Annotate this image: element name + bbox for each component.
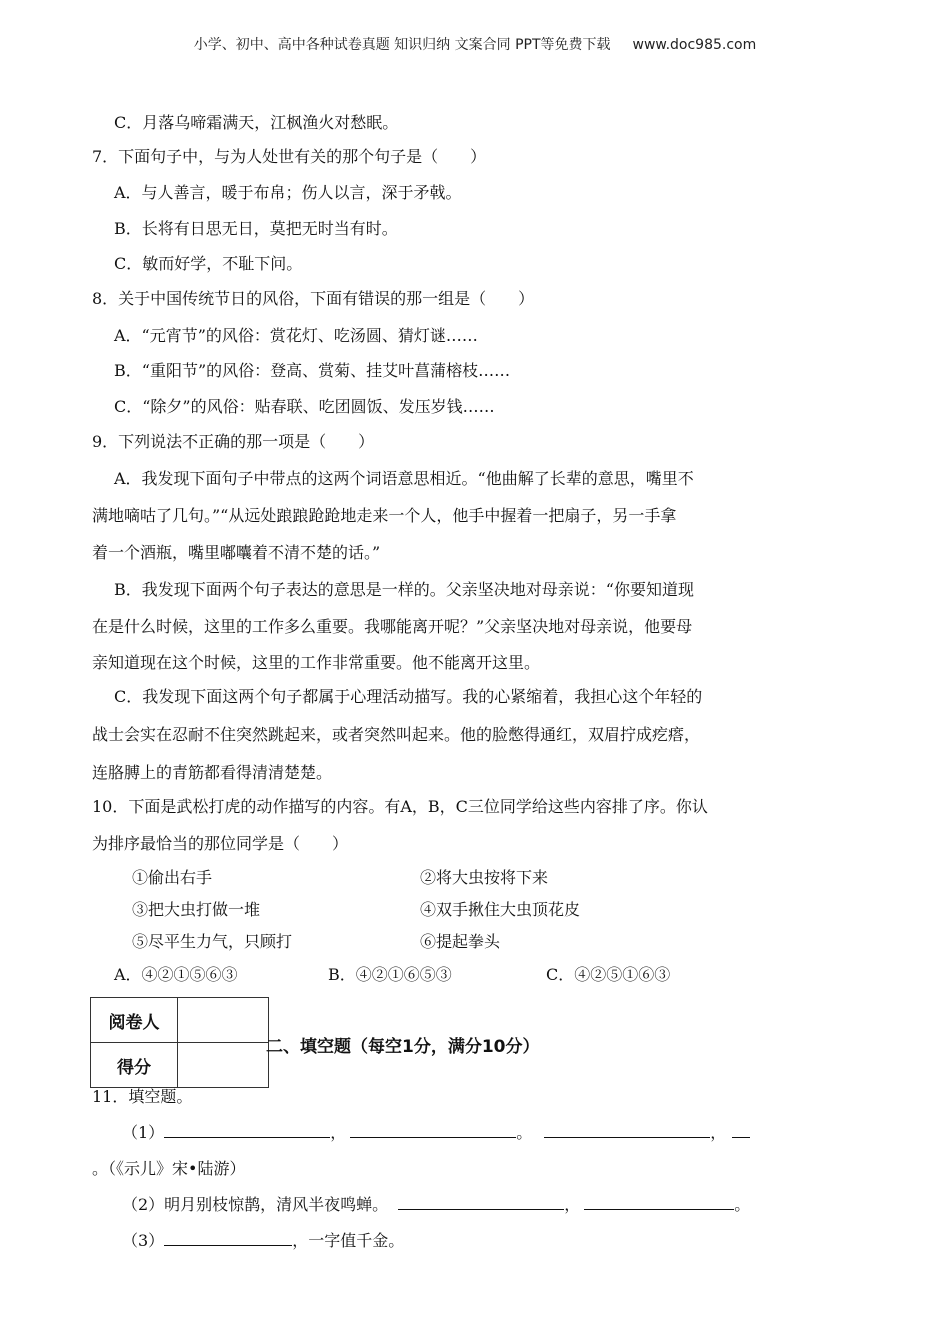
q10-stem-line2: 为排序最恰当的那位同学是（ ） [92,834,349,853]
q11-part1-num: （1） [122,1123,165,1142]
q11-part3-num: （3） [122,1231,165,1250]
section-2-title: 二、填空题（每空1分，满分10分） [266,1037,540,1057]
q9-option-b-line3: 亲知道现在这个时候，这里的工作非常重要。他不能离开这里。 [92,653,541,672]
q10-item-3: ③把大虫打做一堆 [132,900,261,919]
q7-stem: 7．下面句子中，与为人处世有关的那个句子是（ ） [92,147,487,166]
q11-part2 [122,1194,750,1216]
q11-sep: ， [564,1195,581,1214]
score-label: 得分 [91,1043,178,1088]
q10-item-1: ①偷出右手 [132,868,213,887]
q9-option-b-line2: 在是什么时候，这里的工作多么重要。我哪能离开呢？”父亲坚决地对母亲说，他要母 [92,617,693,636]
header-text: 小学、初中、高中各种试卷真题 知识归纳 文案合同 PPT等免费下载 [193,37,611,53]
q11-blank-4[interactable] [732,1123,750,1138]
q11-sep: ， [710,1123,727,1142]
q11-sep: 。 [734,1195,751,1214]
q11-blank-5[interactable] [398,1195,564,1210]
q11-part2-text: （2）明月别枝惊鹊，清风半夜鸣蝉。 [122,1195,389,1214]
score-table [90,997,269,1088]
q11-part1-source: 。（《示儿》宋•陆游） [92,1159,246,1178]
q10-item-4: ④双手揪住大虫顶花皮 [420,900,581,919]
reviewer-label: 阅卷人 [91,998,178,1043]
score-cell [178,1043,269,1088]
q10-item-6: ⑥提起拳头 [420,932,501,951]
q11-part3-tail: ，一字值千金。 [292,1231,405,1250]
q9-option-c-line3: 连胳膊上的青筋都看得清清楚楚。 [92,763,333,782]
q10-item-2: ②将大虫按将下来 [420,868,549,887]
q11-blank-3[interactable] [544,1123,710,1138]
q9-option-c-line1: C．我发现下面这两个句子都属于心理活动描写。我的心紧缩着，我担心这个年轻的 [114,687,703,706]
q11-blank-6[interactable] [584,1195,734,1210]
q10-option-c: C．④②⑤①⑥③ [546,965,671,984]
q7-option-a: A．与人善言，暖于布帛；伤人以言，深于矛戟。 [114,183,462,202]
q11-sep: 。 [516,1123,533,1142]
q11-blank-1[interactable] [164,1123,330,1138]
q9-option-c-line2: 战士会实在忍耐不住突然跳起来，或者突然叫起来。他的脸憋得通红，双眉拧成疙瘩， [92,725,701,744]
q9-option-a-line2: 满地嘀咕了几句。”“从远处踉踉跄跄地走来一个人，他手中握着一把扇子，另一手拿 [92,506,677,525]
q9-stem: 9．下列说法不正确的那一项是（ ） [92,432,375,451]
q9-option-b-line1: B．我发现下面两个句子表达的意思是一样的。父亲坚决地对母亲说：“你要知道现 [114,580,694,599]
reviewer-cell [178,998,269,1043]
q11-part1 [122,1122,750,1144]
q8-stem: 8．关于中国传统节日的风俗，下面有错误的那一组是（ ） [92,289,535,308]
q8-option-c: C．“除夕”的风俗：贴春联、吃团圆饭、发压岁钱…… [114,397,495,416]
q8-option-b: B．“重阳节”的风俗：登高、赏菊、挂艾叶菖蒲榕枝…… [114,361,511,380]
q11-blank-2[interactable] [350,1123,516,1138]
q7-option-c: C．敏而好学，不耻下问。 [114,254,303,273]
q9-option-a-line3: 着一个酒瓶，嘴里嘟囔着不清不楚的话。” [92,543,381,562]
q11-part3 [122,1230,404,1252]
q10-option-a: A．④②①⑤⑥③ [114,965,238,984]
page-header [0,34,950,54]
q10-item-5: ⑤尽平生力气，只顾打 [132,932,293,951]
q7-option-b: B．长将有日思无日，莫把无时当有时。 [114,219,398,238]
header-url[interactable]: www.doc985.com [632,37,757,53]
q11-sep: ， [330,1123,347,1142]
q10-stem-line1: 10．下面是武松打虎的动作描写的内容。有A，B，C三位同学给这些内容排了序。你认 [92,797,708,816]
q11-blank-7[interactable] [164,1231,292,1246]
q8-option-a: A．“元宵节”的风俗：赏花灯、吃汤圆、猜灯谜…… [114,326,478,345]
q6-option-c: C．月落乌啼霜满天，江枫渔火对愁眠。 [114,113,399,132]
q9-option-a-line1: A．我发现下面句子中带点的这两个词语意思相近。“他曲解了长辈的意思，嘴里不 [114,469,694,488]
q10-option-b: B．④②①⑥⑤③ [328,965,452,984]
q11-title: 11．填空题。 [92,1087,193,1106]
